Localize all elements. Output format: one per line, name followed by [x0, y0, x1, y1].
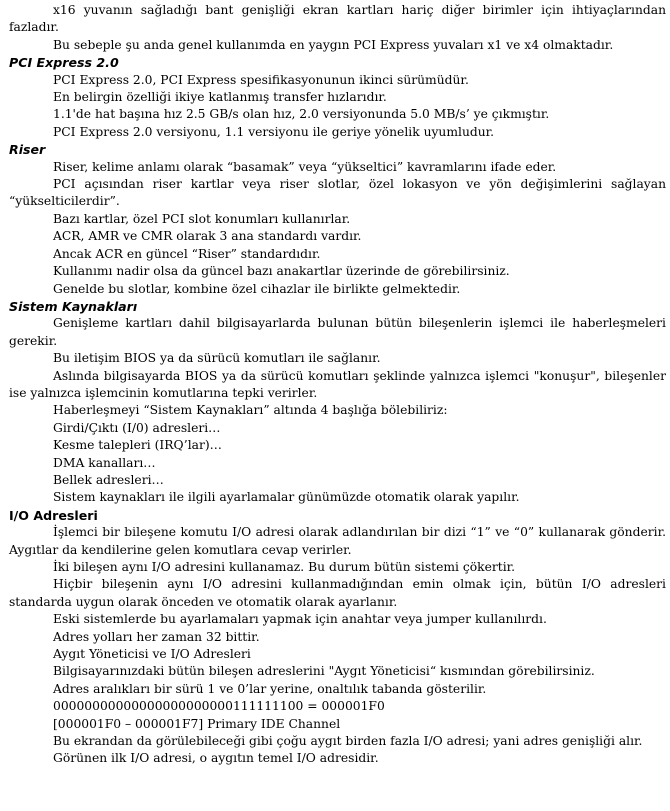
paragraph: DMA kanalları… [53, 455, 156, 470]
paragraph: Bu iletişim BIOS ya da sürücü komutları ile sağlanır. [53, 351, 381, 366]
paragraph: Girdi/Çıktı (I/0) adresleri… [53, 420, 221, 435]
paragraph: Haberleşmeyi “Sistem Kaynakları” altında 4 başlığa bölebiliriz: [53, 403, 448, 418]
paragraph: Eski sistemlerde bu ayarlamaları yapmak için anahtar veya jumper kullanılırdı. [53, 612, 547, 627]
paragraph: PCI Express 2.0 versiyonu, 1.1 versiyonu ile geriye yönelik uyumludur. [53, 124, 495, 139]
section-heading: Riser [9, 142, 46, 158]
paragraph: ACR, AMR ve CMR olarak 3 ana standardı vardır. [53, 229, 362, 244]
paragraph: Bu ekrandan da görülebileceği gibi çoğu aygıt birden fazla I/O adresi; yani adres genişliği alır. [53, 734, 643, 749]
paragraph: Aslında bilgisayarda BIOS ya da sürücü komutları şeklinde yalnızca işlemci "konuşur", bileşenler ise yalnızca işlemcinin komutlarına tepki verirler. [9, 368, 666, 400]
paragraph: En belirgin özelliği ikiye katlanmış transfer hızlarıdır. [53, 90, 387, 105]
paragraph: 00000000000000000000000111111100 = 000001F0 [53, 699, 385, 714]
paragraph: [000001F0 – 000001F7] Primary IDE Channel [53, 716, 341, 731]
paragraph: Aygıt Yöneticisi ve I/O Adresleri [53, 647, 251, 662]
paragraph: 1.1'de hat başına hız 2.5 GB/s olan hız, 2.0 versiyonunda 5.0 MB/s’ ye çıkmıştır. [53, 107, 550, 122]
paragraph: Adres aralıkları bir sürü 1 ve 0’lar yerine, onaltılık tabanda gösterilir. [53, 681, 487, 696]
paragraph: Bellek adresleri… [53, 472, 164, 487]
paragraph: Bu sebeple şu anda genel kullanımda en yaygın PCI Express yuvaları x1 ve x4 olmaktadır. [53, 37, 614, 52]
section-heading: PCI Express 2.0 [9, 55, 119, 71]
section-heading: Sistem Kaynakları [9, 298, 138, 314]
paragraph: Genişleme kartları dahil bilgisayarlarda bulunan bütün bileşenlerin işlemci ile haberleşmeleri gerekir. [9, 316, 666, 348]
paragraph: Ancak ACR en güncel “Riser” standardıdır. [53, 246, 321, 261]
paragraph: Kullanımı nadir olsa da güncel bazı anakartlar üzerinde de görebilirsiniz. [53, 264, 510, 279]
paragraph: Kesme talepleri (IRQ’lar)… [53, 438, 222, 453]
paragraph: Görünen ilk I/O adresi, o aygıtın temel I/O adresidir. [53, 751, 379, 766]
paragraph: Genelde bu slotlar, kombine özel cihazlar ile birlikte gelmektedir. [53, 281, 461, 296]
paragraph: İşlemci bir bileşene komutu I/O adresi olarak adlandırılan bir dizi “1” ve “0” kullanarak gönderir. Aygıtlar da kendilerine gelen komutlara cevap verirler. [9, 525, 666, 557]
paragraph: x16 yuvanın sağladığı bant genişliği ekran kartları hariç diğer birimler için ihtiyaçlarından fazladır. [9, 3, 666, 35]
paragraph: Bazı kartlar, özel PCI slot konumları kullanırlar. [53, 211, 351, 226]
paragraph: İki bileşen aynı I/O adresini kullanamaz. Bu durum bütün sistemi çökertir. [53, 560, 516, 574]
paragraph: Adres yolları her zaman 32 bittir. [53, 629, 260, 644]
paragraph: Riser, kelime anlamı olarak “basamak” veya “yükseltici” kavramlarını ifade eder. [53, 159, 557, 174]
section-heading: I/O Adresleri [9, 507, 98, 523]
paragraph: PCI Express 2.0, PCI Express spesifikasyonunun ikinci sürümüdür. [53, 72, 469, 87]
paragraph: Hiçbir bileşenin aynı I/O adresini kullanmadığından emin olmak için, bütün I/O adresleri standarda uygun olarak önceden ve otomatik olarak ayarlanır. [9, 577, 666, 609]
paragraph: Sistem kaynakları ile ilgili ayarlamalar günümüzde otomatik olarak yapılır. [53, 490, 520, 505]
paragraph: PCI açısından riser kartlar veya riser slotlar, özel lokasyon ve yön değişimlerini sağlayan “yükselticilerdir”. [9, 177, 666, 209]
paragraph: Bilgisayarınızdaki bütün bileşen adreslerini "Aygıt Yöneticisi“ kısmından görebilirsiniz. [53, 664, 595, 679]
